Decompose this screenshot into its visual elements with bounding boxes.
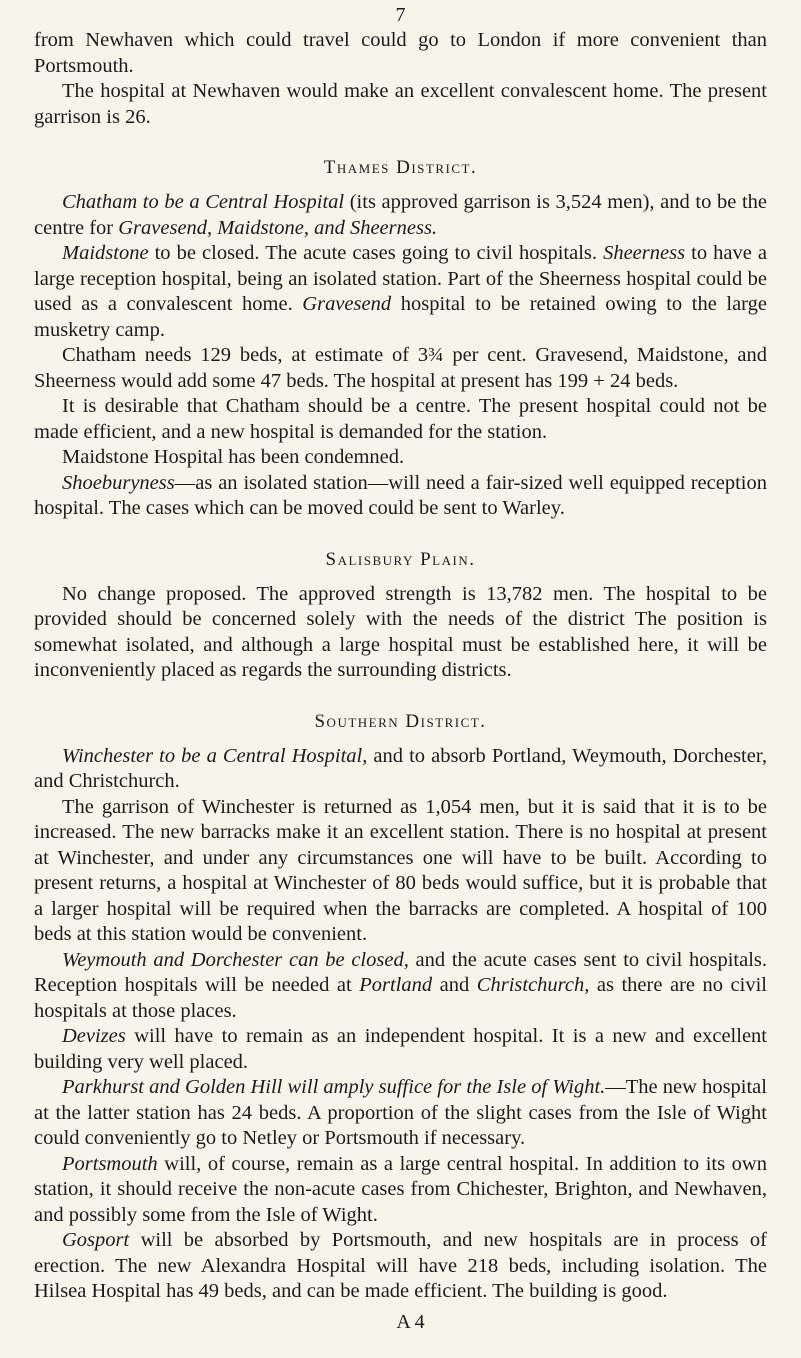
thames-paragraph-3: Chatham needs 129 beds, at estimate of 3¾ per cent. Gravesend, Maidstone, and Sheerness would add some 47 beds. The hospital at present has 199 + 24 beds. bbox=[34, 344, 767, 392]
southern-district-heading: Southern District. bbox=[314, 710, 487, 732]
thames-paragraph-4: It is desirable that Chatham should be a centre. The present hospital could not be made efficient, and a new hospital is demanded for the station. bbox=[34, 395, 767, 443]
thames-paragraph-6: Shoeburyness—as an isolated station—will need a fair-sized well equipped reception hospital. The cases which can be moved could be sent to Warley. bbox=[34, 471, 767, 519]
intro-paragraph-2: The hospital at Newhaven would make an excellent convalescent home. The present garrison is 26. bbox=[34, 80, 767, 128]
salisbury-paragraph-1: No change proposed. The approved strength is 13,782 men. The hospital to be provided should be concerned solely with the needs of the district The position is somewhat isolated, and although a large hospital must be established here, it will be inconveniently placed as regards the surrounding districts. bbox=[34, 582, 767, 681]
intro-paragraph-1: from Newhaven which could travel could go to London if more convenient than Portsmouth. bbox=[34, 29, 767, 77]
southern-paragraph-4: Devizes will have to remain as an independent hospital. It is a new and excellent building very well placed. bbox=[34, 1025, 767, 1073]
southern-paragraph-7: Gosport will be absorbed by Portsmouth, and new hospitals are in process of erection. The new Alexandra Hospital will have 218 beds, including isolation. The Hilsea Hospital has 49 beds, and can be made efficient. The building is good. bbox=[34, 1229, 767, 1302]
thames-paragraph-1: Chatham to be a Central Hospital (its approved garrison is 3,524 men), and to be the centre for Gravesend, Maidstone, and Sheerness. bbox=[34, 191, 767, 239]
page-number: 7 bbox=[395, 4, 406, 26]
thames-paragraph-5: Maidstone Hospital has been condemned. bbox=[62, 446, 405, 468]
southern-paragraph-3: Weymouth and Dorchester can be closed, and the acute cases sent to civil hospitals. Reception hospitals will be needed at Portland and Christchurch, as there are no civil hospitals at those places. bbox=[34, 948, 768, 1022]
thames-paragraph-2: Maidstone to be closed. The acute cases going to civil hospitals. Sheerness to have a large reception hospital, being an isolated station. Part of the Sheerness hospital could be used as a convalescent home. Gravesend hospital to be retained owing to the large musketry camp. bbox=[34, 242, 767, 341]
southern-paragraph-2: The garrison of Winchester is returned as 1,054 men, but it is said that it is to be increased. The new barracks make it an excellent station. There is no hospital at present at Winchester, and under any circumstances one will have to be built. According to present returns, a hospital at Winchester of 80 beds would suffice, but it is probable that a larger hospital will be required when the barracks are completed. A hospital of 100 beds at this station would be convenient. bbox=[34, 795, 767, 945]
southern-paragraph-5: Parkhurst and Golden Hill will amply suffice for the Isle of Wight.—The new hospital at the latter station has 24 beds. A proportion of the slight cases from the Isle of Wight could conveniently go to Netley or Portsmouth if necessary. bbox=[34, 1076, 767, 1149]
salisbury-plain-heading: Salisbury Plain. bbox=[325, 548, 476, 570]
southern-paragraph-1: Winchester to be a Central Hospital, and to absorb Portland, Weymouth, Dorchester, and Christchurch. bbox=[34, 744, 767, 792]
signature-mark: A 4 bbox=[396, 1310, 425, 1333]
southern-paragraph-6: Portsmouth will, of course, remain as a large central hospital. In addition to its own station, it should receive the non-acute cases from Chichester, Brighton, and Newhaven, and possibly some from the Isle of Wight. bbox=[34, 1152, 767, 1226]
thames-district-heading: Thames District. bbox=[323, 157, 478, 178]
